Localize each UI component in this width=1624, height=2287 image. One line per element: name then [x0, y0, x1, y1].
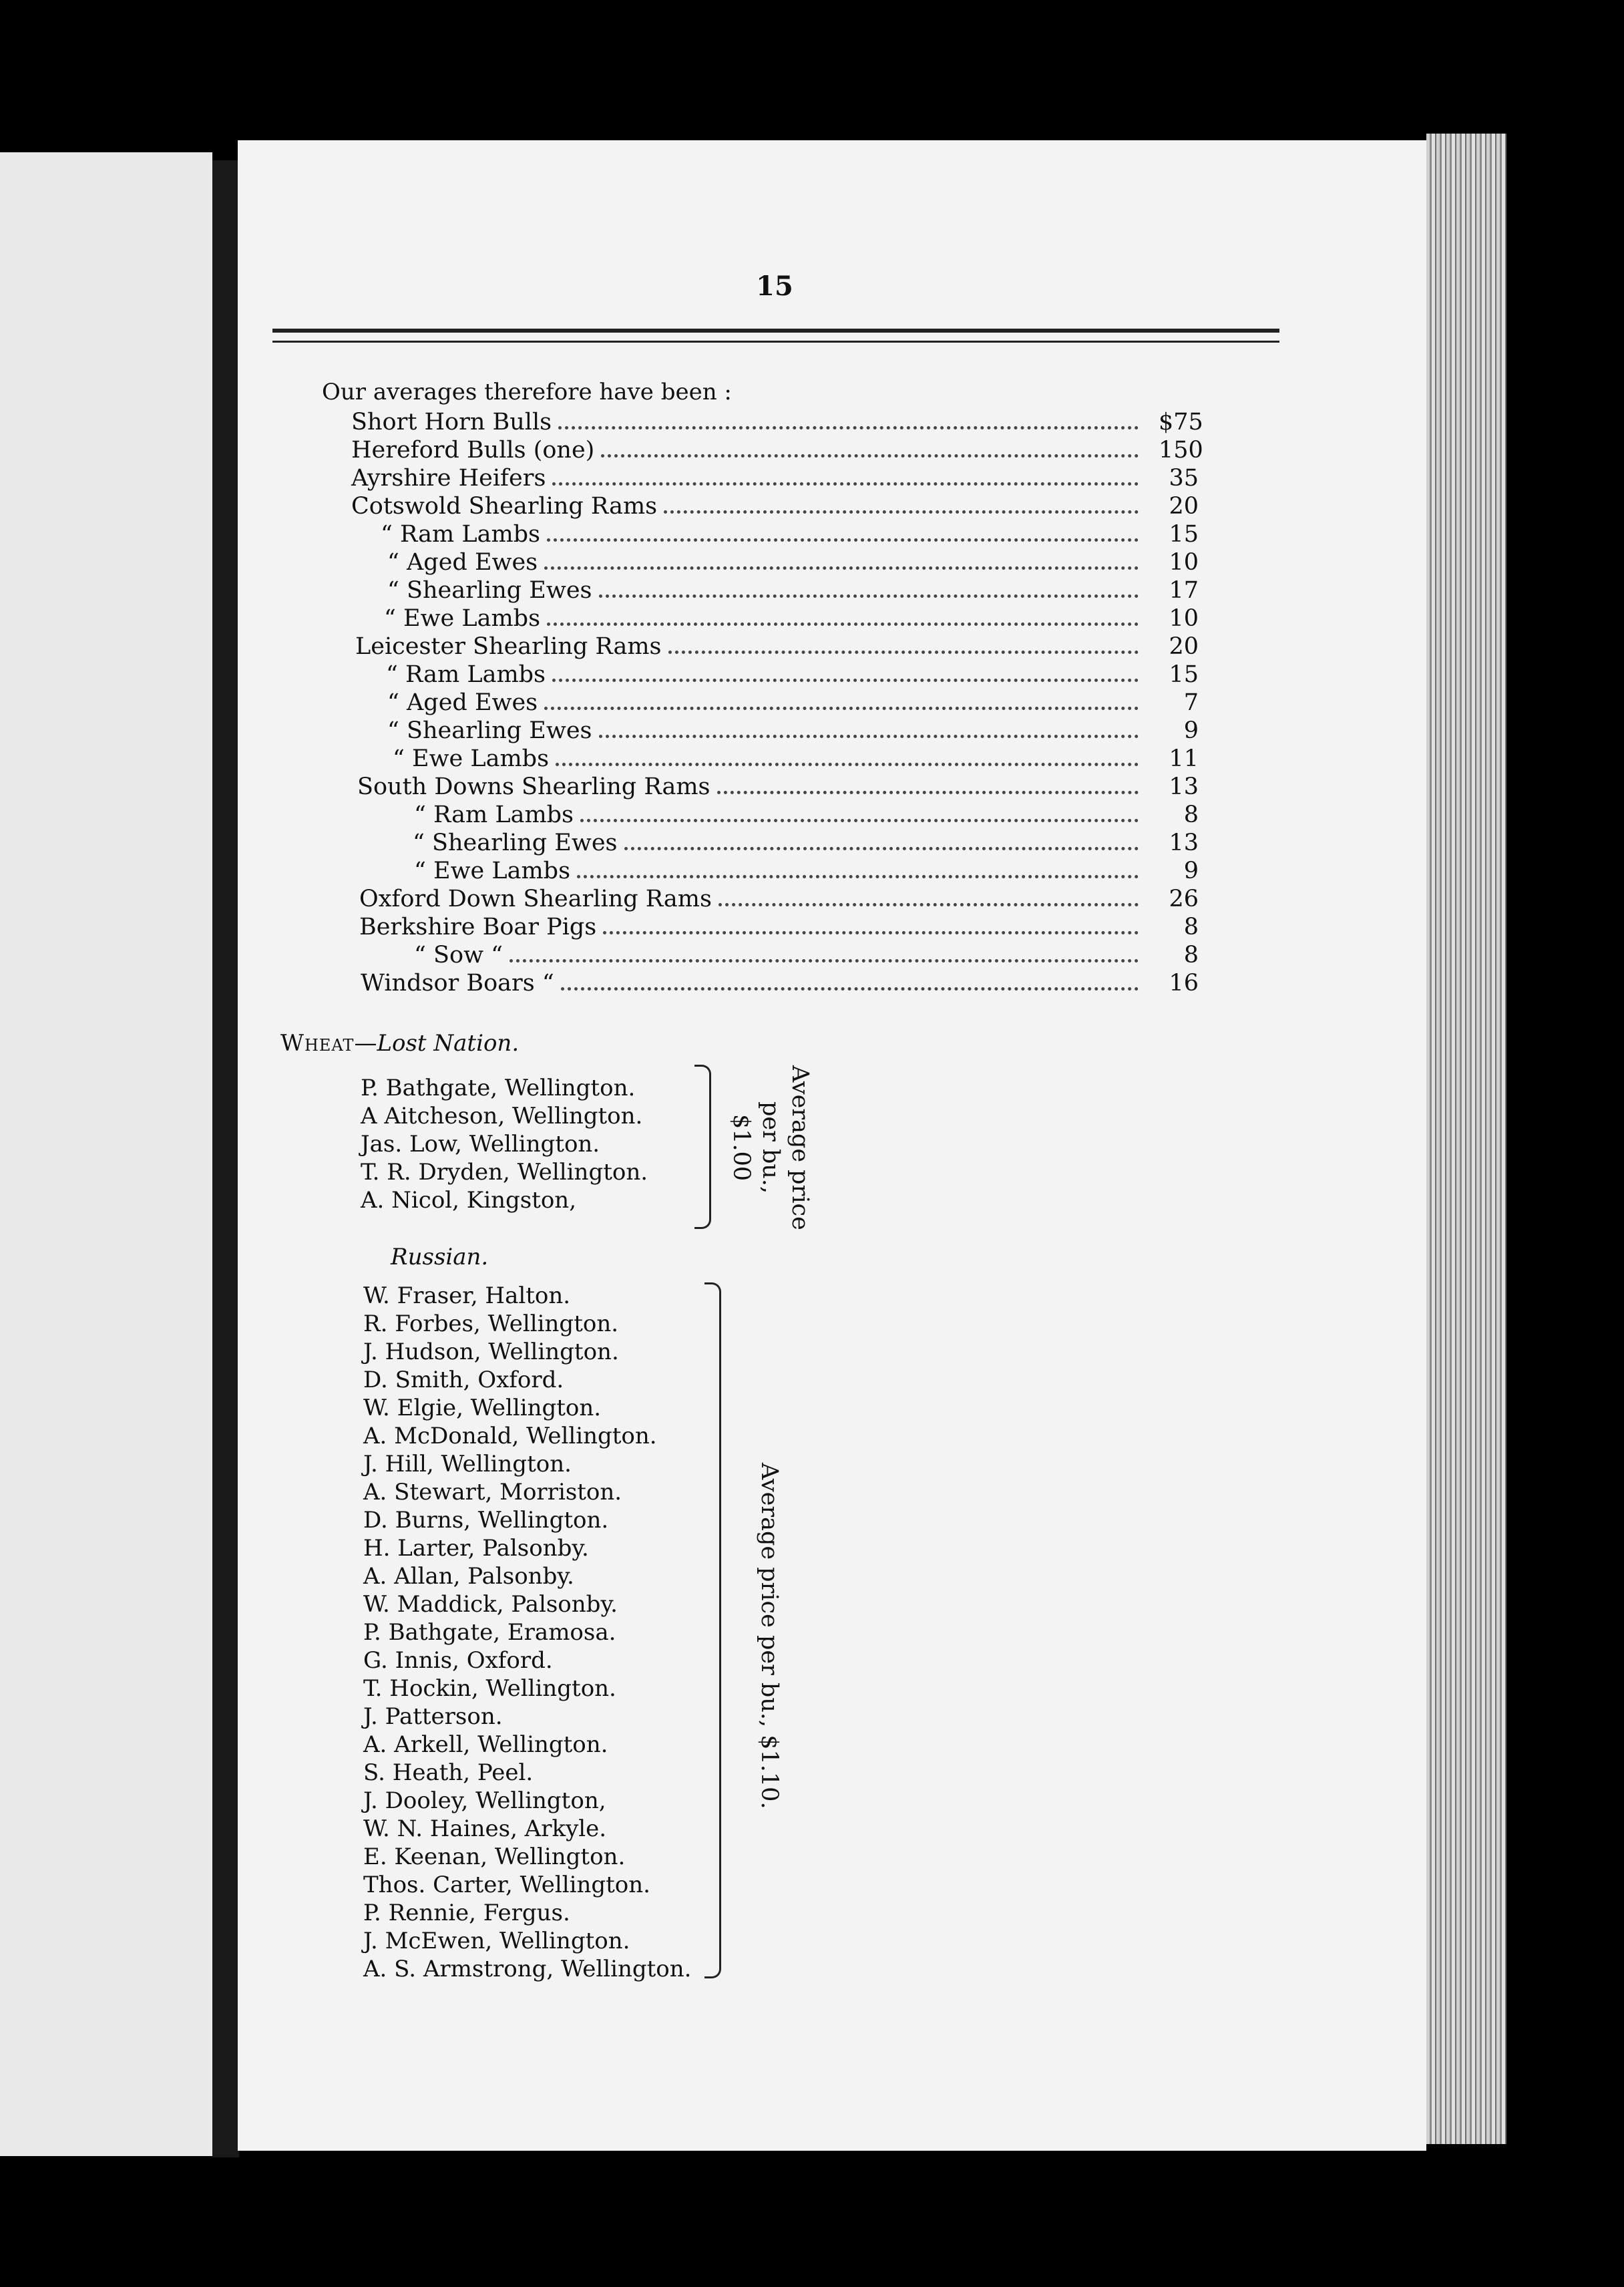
lost-nation-price-note: [727, 1061, 815, 1234]
average-row: [414, 802, 1199, 830]
russian-growers: [363, 1282, 691, 1983]
average-value: 20: [1169, 633, 1199, 660]
average-row: [351, 437, 1203, 465]
average-value: 13: [1169, 830, 1199, 856]
average-value: 26: [1169, 886, 1199, 912]
average-value: 16: [1169, 970, 1199, 997]
average-row: [384, 605, 1199, 633]
grower-name: A. Nicol, Kingston,: [361, 1187, 577, 1214]
average-row: [387, 577, 1199, 605]
grower-name: P. Rennie, Fergus.: [363, 1900, 570, 1926]
average-value: 15: [1169, 661, 1199, 688]
average-label: “ Sow “: [414, 942, 503, 969]
grower-name: E. Keenan, Wellington.: [363, 1843, 626, 1870]
grower-name: J. Patterson.: [363, 1703, 503, 1730]
average-value: 9: [1183, 717, 1199, 744]
price-note-line: Average price: [787, 1065, 813, 1230]
average-value: 10: [1169, 549, 1199, 576]
average-value: 17: [1169, 577, 1199, 604]
average-row: [386, 661, 1199, 689]
average-label: South Downs Shearling Rams: [357, 773, 710, 800]
grower-name: Thos. Carter, Wellington.: [363, 1872, 650, 1898]
average-value: 20: [1169, 493, 1199, 520]
average-label: “ Ram Lambs: [386, 661, 546, 688]
average-row: [413, 830, 1199, 858]
dot-leader: [601, 454, 1139, 458]
brace-group1: [694, 1065, 711, 1229]
grower-name: J. Hudson, Wellington.: [363, 1339, 619, 1365]
average-row: [414, 942, 1199, 970]
average-value: 7: [1183, 689, 1199, 716]
variety-lost-nation: Lost Nation.: [377, 1030, 520, 1057]
average-row: [357, 773, 1199, 802]
dot-leader: [717, 791, 1139, 794]
average-row: [361, 970, 1199, 998]
average-row: [387, 549, 1199, 577]
average-value: 35: [1169, 465, 1199, 492]
average-label: “ Shearling Ewes: [387, 717, 592, 744]
grower-name: A. Stewart, Morriston.: [363, 1479, 622, 1506]
average-label: Windsor Boars “: [361, 970, 554, 997]
grower-name: J. Dooley, Wellington,: [363, 1787, 606, 1814]
average-row: [351, 493, 1199, 521]
average-label: Leicester Shearling Rams: [355, 633, 662, 660]
dot-leader: [580, 819, 1139, 822]
grower-name: T. R. Dryden, Wellington.: [361, 1159, 648, 1186]
average-row: [381, 521, 1199, 549]
average-row: [393, 745, 1199, 773]
dot-leader: [577, 875, 1139, 878]
dot-leader: [552, 679, 1139, 682]
left-page: [0, 152, 212, 2156]
averages-intro: Our averages therefore have been :: [322, 379, 732, 405]
dot-leader: [552, 482, 1139, 486]
average-row: [359, 914, 1199, 942]
dot-leader: [547, 538, 1139, 542]
average-row: [351, 465, 1199, 493]
dot-leader: [668, 651, 1139, 654]
average-value: 8: [1183, 942, 1199, 969]
dot-leader: [599, 735, 1139, 738]
average-label: “ Aged Ewes: [387, 549, 538, 576]
average-label: Cotswold Shearling Rams: [351, 493, 658, 520]
average-row: [414, 858, 1199, 886]
price-note-line: $1.00: [728, 1113, 755, 1182]
average-label: Ayrshire Heifers: [351, 465, 546, 492]
average-value: $75: [1159, 409, 1203, 435]
average-label: Hereford Bulls (one): [351, 437, 595, 464]
average-row: [387, 717, 1199, 745]
average-label: “ Shearling Ewes: [387, 577, 592, 604]
wheat-heading: Wheat—Lost Nation.: [280, 1030, 520, 1057]
average-label: Oxford Down Shearling Rams: [359, 886, 712, 912]
wheat-label: Wheat: [280, 1030, 355, 1057]
grower-name: Jas. Low, Wellington.: [361, 1131, 600, 1158]
average-value: 10: [1169, 605, 1199, 632]
average-label: “ Ram Lambs: [414, 802, 574, 828]
price-note-line: per bu.,: [757, 1101, 784, 1194]
average-value: 11: [1169, 745, 1199, 772]
average-label: “ Ram Lambs: [381, 521, 541, 548]
grower-name: P. Bathgate, Eramosa.: [363, 1619, 616, 1646]
average-label: Berkshire Boar Pigs: [359, 914, 597, 940]
grower-name: J. McEwen, Wellington.: [363, 1928, 630, 1954]
dot-leader: [719, 903, 1139, 906]
average-value: 8: [1183, 914, 1199, 940]
grower-name: J. Hill, Wellington.: [363, 1451, 572, 1477]
grower-name: W. N. Haines, Arkyle.: [363, 1815, 607, 1842]
average-value: 150: [1159, 437, 1203, 464]
page-number: 15: [756, 271, 793, 302]
russian-price-note: Average price per bu., $1.10.: [756, 1463, 783, 1809]
variety-russian: Russian.: [391, 1244, 489, 1270]
average-value: 9: [1183, 858, 1199, 884]
average-label: “ Aged Ewes: [387, 689, 538, 716]
grower-name: A. Arkell, Wellington.: [363, 1731, 608, 1758]
dot-leader: [624, 847, 1139, 850]
grower-name: W. Maddick, Palsonby.: [363, 1591, 618, 1618]
grower-name: D. Burns, Wellington.: [363, 1507, 609, 1534]
dot-leader: [599, 594, 1139, 598]
dot-leader: [664, 510, 1139, 514]
header-rule: [272, 329, 1279, 333]
dot-leader: [544, 566, 1139, 570]
average-label: Short Horn Bulls: [351, 409, 552, 435]
average-value: 8: [1183, 802, 1199, 828]
average-value: 13: [1169, 773, 1199, 800]
grower-name: P. Bathgate, Wellington.: [361, 1075, 636, 1101]
header-rule-thin: [272, 341, 1279, 343]
average-label: “ Ewe Lambs: [393, 745, 550, 772]
grower-name: A. McDonald, Wellington.: [363, 1423, 657, 1449]
grower-name: D. Smith, Oxford.: [363, 1367, 564, 1393]
average-row: [359, 886, 1199, 914]
average-row: [351, 409, 1203, 437]
grower-name: W. Elgie, Wellington.: [363, 1395, 602, 1421]
dot-leader: [510, 959, 1139, 962]
lost-nation-growers: [361, 1074, 648, 1214]
brace-group2: [704, 1282, 721, 1978]
grower-name: A. Allan, Palsonby.: [363, 1563, 574, 1590]
dot-leader: [558, 426, 1139, 429]
grower-name: W. Fraser, Halton.: [363, 1282, 571, 1309]
dot-leader: [547, 623, 1139, 626]
grower-name: A Aitcheson, Wellington.: [361, 1103, 643, 1129]
average-label: “ Ewe Lambs: [384, 605, 541, 632]
average-label: “ Shearling Ewes: [413, 830, 618, 856]
grower-name: R. Forbes, Wellington.: [363, 1310, 619, 1337]
book-gutter: [212, 160, 239, 2157]
grower-name: A. S. Armstrong, Wellington.: [363, 1956, 692, 1982]
grower-name: H. Larter, Palsonby.: [363, 1535, 589, 1562]
average-label: “ Ewe Lambs: [414, 858, 571, 884]
average-row: [355, 633, 1199, 661]
dot-leader: [561, 987, 1139, 991]
average-row: [387, 689, 1199, 717]
grower-name: G. Innis, Oxford.: [363, 1647, 553, 1674]
dot-leader: [556, 763, 1139, 766]
average-value: 15: [1169, 521, 1199, 548]
page-edges: [1426, 134, 1506, 2144]
dot-leader: [603, 931, 1139, 934]
grower-name: T. Hockin, Wellington.: [363, 1675, 616, 1702]
grower-name: S. Heath, Peel.: [363, 1759, 534, 1786]
dot-leader: [544, 707, 1139, 710]
